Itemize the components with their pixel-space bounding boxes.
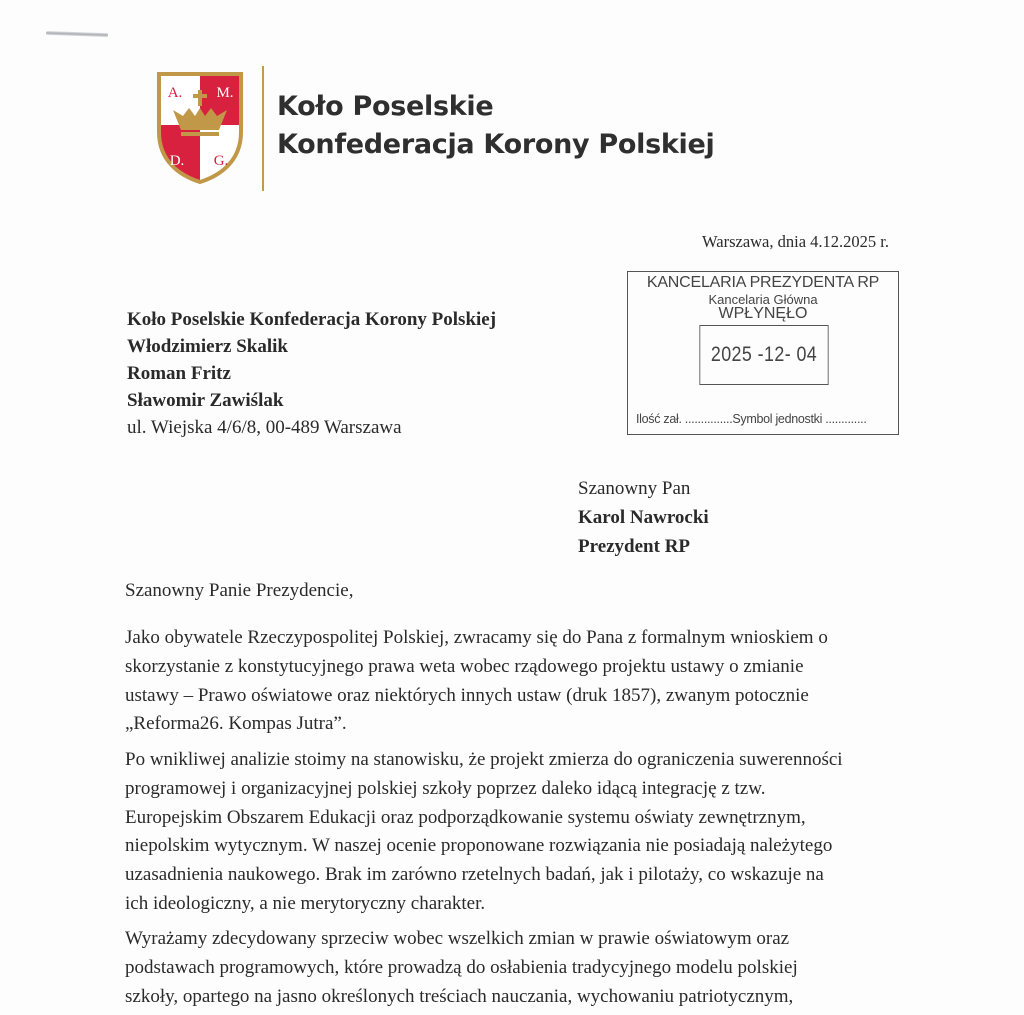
stamp-received-label: WPŁYNĘŁO bbox=[718, 305, 808, 322]
text-line: ich ideologiczny, a nie merytoryczny charakter. bbox=[125, 892, 486, 914]
sender-address: ul. Wiejska 4/6/8, 00-489 Warszawa bbox=[127, 417, 402, 438]
sender-name: Włodzimierz Skalik bbox=[127, 336, 288, 357]
sender-name: Roman Fritz bbox=[127, 363, 231, 384]
text-line: Jako obywatele Rzeczypospolitej Polskiej, zwracamy się do Pana z formalnym wnioskiem o bbox=[125, 627, 828, 648]
sender-org: Koło Poselskie Konfederacja Korony Polskiej bbox=[127, 309, 497, 330]
staple-mark bbox=[46, 31, 108, 37]
text-line: uzasadnienia naukowego. Brak im zarówno rzetelnych badań, jak i pilotaży, co wskazuje na bbox=[125, 864, 824, 886]
text-line: programowej i organizacyjnej polskiej szkoły poprzez daleko idącą integrację z tzw. bbox=[125, 777, 766, 799]
stamp-footer: Ilość zał. ...............Symbol jednostki ............. bbox=[636, 412, 867, 426]
text-line: skorzystanie z konstytucyjnego prawa weta wobec rządowego projektu ustawy o zmianie bbox=[125, 655, 804, 677]
text-line: Po wnikliwej analizie stoimy na stanowisku, że projekt zmierza do ograniczenia suwerenności bbox=[125, 749, 843, 770]
text-line: Wyrażamy zdecydowany sprzeciw wobec wszelkich zmian w prawie oświatowym oraz bbox=[125, 928, 790, 949]
text-line: „Reforma26. Kompas Jutra”. bbox=[125, 713, 347, 735]
logo-letter-m: M. bbox=[216, 85, 234, 101]
logo-letter-g: G. bbox=[213, 153, 229, 169]
text-line: podstawach programowych, które prowadzą do osłabienia tradycyjnego modelu polskiej bbox=[125, 956, 798, 978]
paragraph-1 bbox=[125, 624, 915, 739]
date-line: Warszawa, dnia 4.12.2025 r. bbox=[702, 232, 889, 251]
salutation: Szanowny Panie Prezydencie, bbox=[125, 580, 354, 601]
stamp-date-box bbox=[699, 325, 828, 385]
paragraph-2 bbox=[125, 746, 915, 919]
sender-block bbox=[127, 306, 496, 441]
recipient-greeting: Szanowny Pan bbox=[578, 478, 691, 499]
received-stamp bbox=[627, 271, 899, 435]
letterhead-title bbox=[277, 88, 714, 164]
logo-letter-d: D. bbox=[169, 153, 185, 169]
letterhead-divider bbox=[262, 66, 264, 191]
stamp-department: Kancelaria Główna bbox=[708, 292, 818, 307]
coat-of-arms-logo bbox=[155, 70, 245, 186]
recipient-name: Karol Nawrocki bbox=[578, 507, 709, 528]
sender-name: Sławomir Zawiślak bbox=[127, 390, 284, 411]
recipient-title: Prezydent RP bbox=[578, 536, 691, 557]
text-line: ustawy – Prawo oświatowe oraz niektórych innych ustaw (druk 1857), zwanym potocznie bbox=[125, 684, 809, 706]
logo-letter-a: A. bbox=[167, 85, 183, 101]
text-line: szkoły, opartego na jasno określonych treściach nauczania, wychowaniu patriotycznym, bbox=[125, 985, 794, 1007]
letterhead-title-line: Konfederacja Korony Polskiej bbox=[277, 129, 715, 160]
recipient-block bbox=[578, 474, 709, 561]
stamp-office: KANCELARIA PREZYDENTA RP bbox=[646, 274, 880, 291]
stamp-date: 2025 -12- 04 bbox=[710, 343, 818, 366]
letterhead-title-line: Koło Poselskie bbox=[277, 91, 494, 122]
paragraph-3 bbox=[125, 925, 915, 1011]
text-line: niepolskim wytycznym. W naszej ocenie proponowane rozwiązania nie posiadają należytego bbox=[125, 835, 833, 857]
text-line: Europejskim Obszarem Edukacji oraz podporządkowanie systemu oświaty zewnętrznym, bbox=[125, 806, 806, 828]
